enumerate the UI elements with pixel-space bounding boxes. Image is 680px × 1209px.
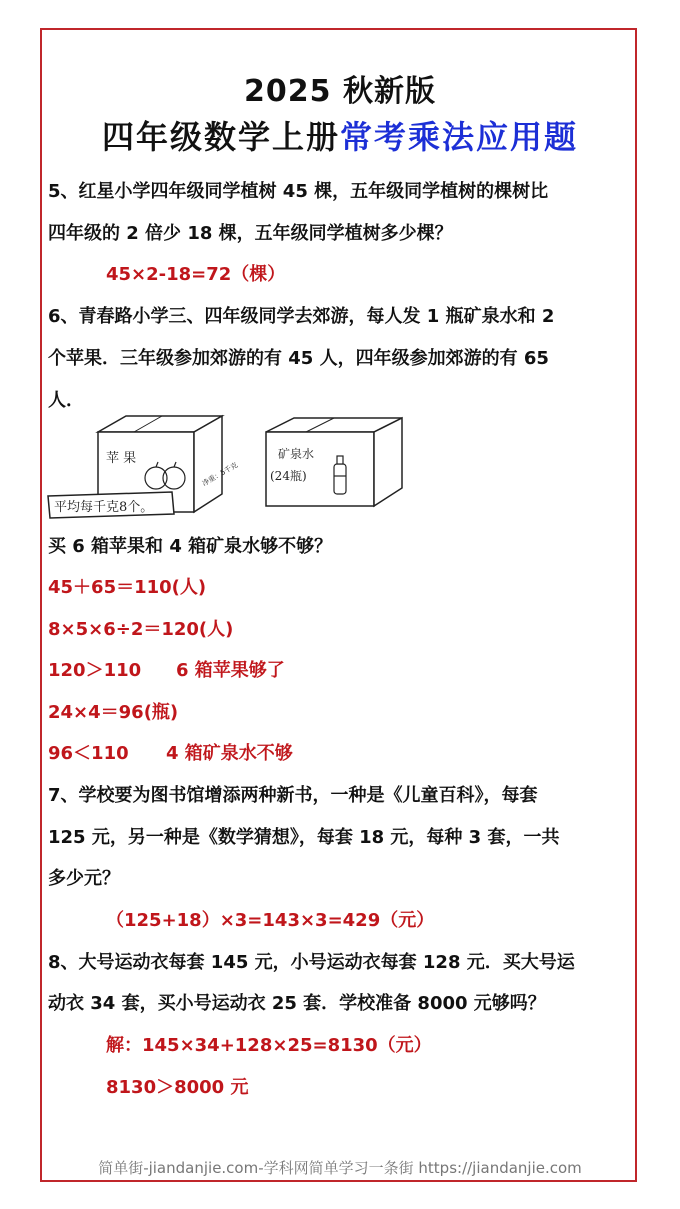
page-title — [0, 112, 680, 158]
q8-text-line1: 8、大号运动衣每套 145 元，小号运动衣每套 128 元．买大号运 — [48, 952, 575, 973]
title-topic: 常考乘法应用题 — [340, 118, 579, 156]
q7-answer: （125+18）×3=143×3=429（元） — [106, 910, 435, 931]
q7-text-line3: 多少元？ — [48, 868, 120, 889]
q6-answer-1: 45＋65＝110(人) — [48, 577, 207, 598]
water-box-label: 矿泉水 — [278, 447, 315, 461]
q5-answer: 45×2-18=72（棵） — [106, 264, 286, 285]
title-year: 2025 秋新版 — [244, 74, 436, 109]
q6-answer-2: 8×5×6÷2＝120(人) — [48, 619, 234, 640]
q6-text-line2: 个苹果．三年级参加郊游的有 45 人，四年级参加郊游的有 65 — [48, 348, 549, 369]
q6-conclusion-2: 4 箱矿泉水不够 — [166, 743, 293, 764]
q6-text-line1: 6、青春路小学三、四年级同学去郊游，每人发 1 瓶矿泉水和 2 — [48, 306, 555, 327]
q6-question: 买 6 箱苹果和 4 箱矿泉水够不够？ — [48, 536, 333, 557]
q7-text-line1: 7、学校要为图书馆增添两种新书，一种是《儿童百科》，每套 — [48, 785, 538, 806]
q8-answer-2: 8130＞8000 元 — [106, 1077, 249, 1098]
q8-text-line2: 动衣 34 套，买小号运动衣 25 套．学校准备 8000 元够吗？ — [48, 993, 546, 1014]
boxes-figure — [44, 414, 414, 522]
title-grade: 四年级数学上册 — [101, 118, 340, 156]
q5-text-line1: 5、红星小学四年级同学植树 45 棵，五年级同学植树的棵树比 — [48, 181, 549, 202]
q7-text-line2: 125 元，另一种是《数学猜想》，每套 18 元，每种 3 套，一共 — [48, 827, 560, 848]
apple-box-label: 苹 果 — [106, 451, 137, 466]
footer-watermark: 简单街-jiandanjie.com-学科网简单学习一条街 https://jiandanjie.com — [98, 1159, 582, 1177]
q6-conclusion-1: 6 箱苹果够了 — [176, 660, 285, 681]
q8-answer-1: 解：145×34+128×25=8130（元） — [106, 1035, 432, 1056]
water-box-count: (24瓶) — [270, 469, 307, 483]
q6-text-line3: 人． — [48, 390, 84, 411]
q6-answer-3: 120＞110 — [48, 660, 142, 681]
q6-answer-5: 96＜110 — [48, 743, 129, 764]
apple-box-side: 净重：5千克 — [201, 461, 240, 488]
q5-text-line2: 四年级的 2 倍少 18 棵，五年级同学植树多少棵？ — [48, 223, 453, 244]
apple-note: 平均每千克8个。 — [54, 500, 154, 515]
q6-answer-4: 24×4＝96(瓶) — [48, 702, 179, 723]
